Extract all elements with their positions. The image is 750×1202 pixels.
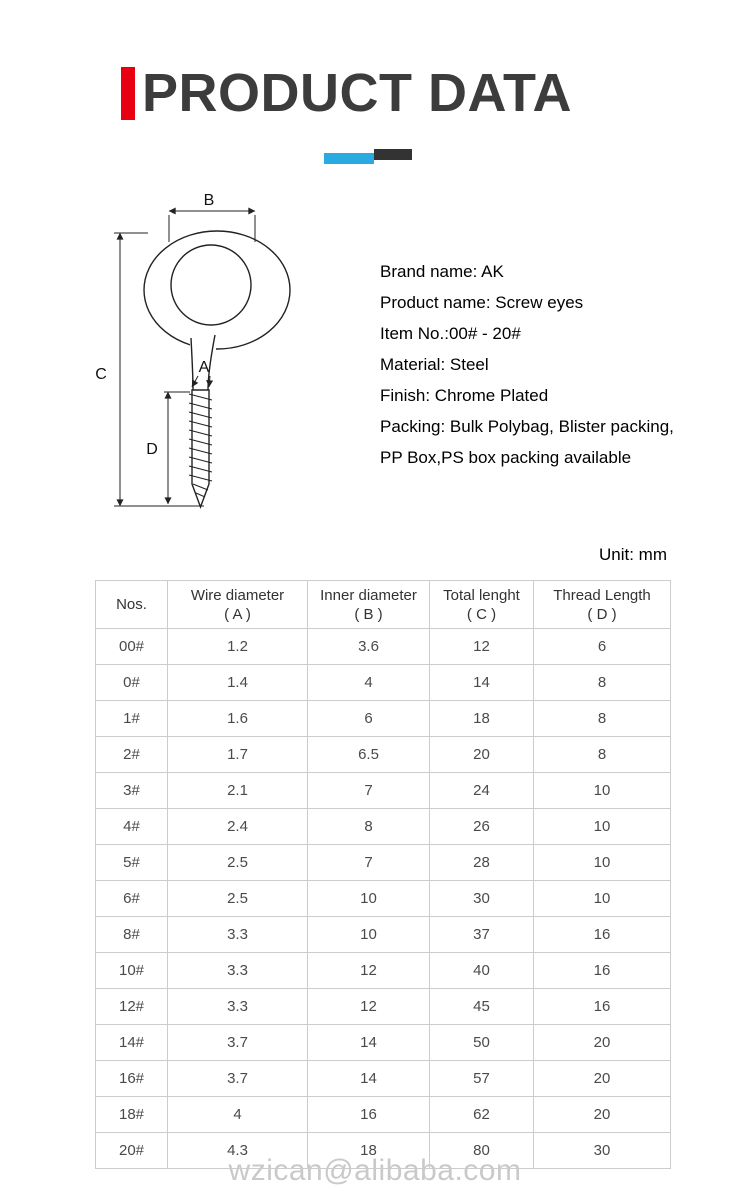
col-header-label: Wire diameter	[190, 586, 285, 604]
table-cell: 20	[534, 1097, 671, 1133]
table-row	[96, 917, 671, 953]
table-row	[96, 845, 671, 881]
table-cell: 2.5	[168, 881, 308, 917]
red-accent-bar	[121, 67, 135, 120]
spec-table	[95, 580, 671, 1169]
table-cell: 4	[308, 665, 430, 701]
table-cell: 26	[430, 809, 534, 845]
table-cell: 12	[430, 629, 534, 665]
info-finish: Finish: Chrome Plated	[380, 386, 549, 405]
col-header-wire-diameter	[168, 581, 308, 629]
table-cell: 10	[534, 845, 671, 881]
table-cell: 2#	[96, 737, 168, 773]
table-cell: 10	[534, 881, 671, 917]
table-cell: 50	[430, 1025, 534, 1061]
table-cell: 2.1	[168, 773, 308, 809]
table-cell: 62	[430, 1097, 534, 1133]
col-header-label: Nos.	[116, 596, 147, 613]
col-header-sublabel: ( A )	[224, 605, 251, 623]
col-header-inner-diameter	[308, 581, 430, 629]
table-cell: 14	[308, 1061, 430, 1097]
table-cell: 16#	[96, 1061, 168, 1097]
table-cell: 7	[308, 773, 430, 809]
table-cell: 2.5	[168, 845, 308, 881]
table-cell: 14	[308, 1025, 430, 1061]
table-cell: 3.3	[168, 989, 308, 1025]
table-row	[96, 953, 671, 989]
table-cell: 1#	[96, 701, 168, 737]
table-cell: 12	[308, 953, 430, 989]
table-cell: 16	[534, 953, 671, 989]
table-cell: 8#	[96, 917, 168, 953]
table-cell: 40	[430, 953, 534, 989]
dim-label-a: A	[198, 359, 210, 376]
table-row	[96, 701, 671, 737]
table-cell: 20	[430, 737, 534, 773]
table-cell: 16	[308, 1097, 430, 1133]
info-packing-1: Packing: Bulk Polybag, Blister packing,	[380, 417, 674, 436]
table-cell: 10#	[96, 953, 168, 989]
table-row	[96, 665, 671, 701]
table-cell: 6	[534, 629, 671, 665]
table-cell: 3.3	[168, 917, 308, 953]
table-cell: 30	[430, 881, 534, 917]
col-header-label: Total lenght	[443, 586, 520, 604]
table-cell: 18	[430, 701, 534, 737]
table-cell: 6	[308, 701, 430, 737]
table-cell: 00#	[96, 629, 168, 665]
header	[121, 62, 572, 124]
table-cell: 3.7	[168, 1061, 308, 1097]
info-product-name: Product name: Screw eyes	[380, 293, 584, 312]
unit-label: Unit: mm	[599, 545, 667, 564]
table-cell: 20	[534, 1025, 671, 1061]
table-row	[96, 809, 671, 845]
dim-label-c: C	[95, 366, 107, 383]
divider-dark-segment	[374, 149, 412, 160]
table-cell: 5#	[96, 845, 168, 881]
table-row	[96, 1025, 671, 1061]
table-cell: 20#	[96, 1133, 168, 1169]
info-item-no: Item No.:00# - 20#	[380, 324, 521, 343]
table-cell: 16	[534, 989, 671, 1025]
table-cell: 4#	[96, 809, 168, 845]
table-cell: 16	[534, 917, 671, 953]
table-row	[96, 881, 671, 917]
table-cell: 14	[430, 665, 534, 701]
table-cell: 2.4	[168, 809, 308, 845]
section-divider	[324, 149, 414, 165]
table-cell: 80	[430, 1133, 534, 1169]
table-cell: 14#	[96, 1025, 168, 1061]
table-cell: 10	[308, 881, 430, 917]
spec-table-body	[96, 629, 671, 1169]
table-cell: 1.4	[168, 665, 308, 701]
table-cell: 37	[430, 917, 534, 953]
page-title: PRODUCT DATA	[142, 63, 572, 123]
table-cell: 1.2	[168, 629, 308, 665]
table-cell: 8	[534, 737, 671, 773]
table-row	[96, 1133, 671, 1169]
table-cell: 1.7	[168, 737, 308, 773]
product-info	[380, 256, 674, 473]
table-row	[96, 1097, 671, 1133]
col-header-label: Thread Length	[553, 586, 651, 604]
table-cell: 10	[534, 809, 671, 845]
table-cell: 20	[534, 1061, 671, 1097]
table-cell: 30	[534, 1133, 671, 1169]
table-cell: 10	[308, 917, 430, 953]
table-cell: 8	[534, 665, 671, 701]
table-row	[96, 1061, 671, 1097]
dim-label-b: B	[203, 192, 215, 209]
watermark-text: wzican@alibaba.com	[228, 1154, 522, 1187]
table-cell: 4.3	[168, 1133, 308, 1169]
table-cell: 7	[308, 845, 430, 881]
col-header-sublabel: ( B )	[354, 605, 383, 623]
info-brand-name: Brand name: AK	[380, 262, 504, 281]
table-cell: 0#	[96, 665, 168, 701]
col-header-sublabel: ( C )	[466, 605, 497, 623]
table-row	[96, 737, 671, 773]
table-cell: 8	[534, 701, 671, 737]
table-cell: 18	[308, 1133, 430, 1169]
col-header-label: Inner diameter	[320, 586, 417, 604]
divider-blue-segment	[324, 153, 374, 164]
table-cell: 10	[534, 773, 671, 809]
table-cell: 45	[430, 989, 534, 1025]
col-header-thread-length	[534, 581, 671, 629]
table-cell: 3.3	[168, 953, 308, 989]
info-material: Material: Steel	[380, 355, 489, 374]
col-header-nos	[96, 581, 168, 629]
table-cell: 6.5	[308, 737, 430, 773]
info-packing-2: PP Box,PS box packing available	[380, 448, 632, 467]
table-cell: 12#	[96, 989, 168, 1025]
col-header-sublabel: ( D )	[587, 605, 617, 623]
table-cell: 3.6	[308, 629, 430, 665]
table-cell: 1.6	[168, 701, 308, 737]
spec-table-header-row	[96, 581, 671, 629]
table-cell: 3.7	[168, 1025, 308, 1061]
table-cell: 3#	[96, 773, 168, 809]
table-cell: 28	[430, 845, 534, 881]
screw-eye-diagram	[88, 188, 338, 523]
table-row	[96, 629, 671, 665]
dim-label-d: D	[146, 441, 158, 458]
table-cell: 57	[430, 1061, 534, 1097]
eye-ring-inner	[171, 245, 251, 325]
table-cell: 8	[308, 809, 430, 845]
table-row	[96, 989, 671, 1025]
table-cell: 18#	[96, 1097, 168, 1133]
table-cell: 4	[168, 1097, 308, 1133]
dimension-d	[164, 392, 190, 504]
table-cell: 24	[430, 773, 534, 809]
table-cell: 6#	[96, 881, 168, 917]
table-cell: 12	[308, 989, 430, 1025]
table-row	[96, 773, 671, 809]
col-header-total-length	[430, 581, 534, 629]
